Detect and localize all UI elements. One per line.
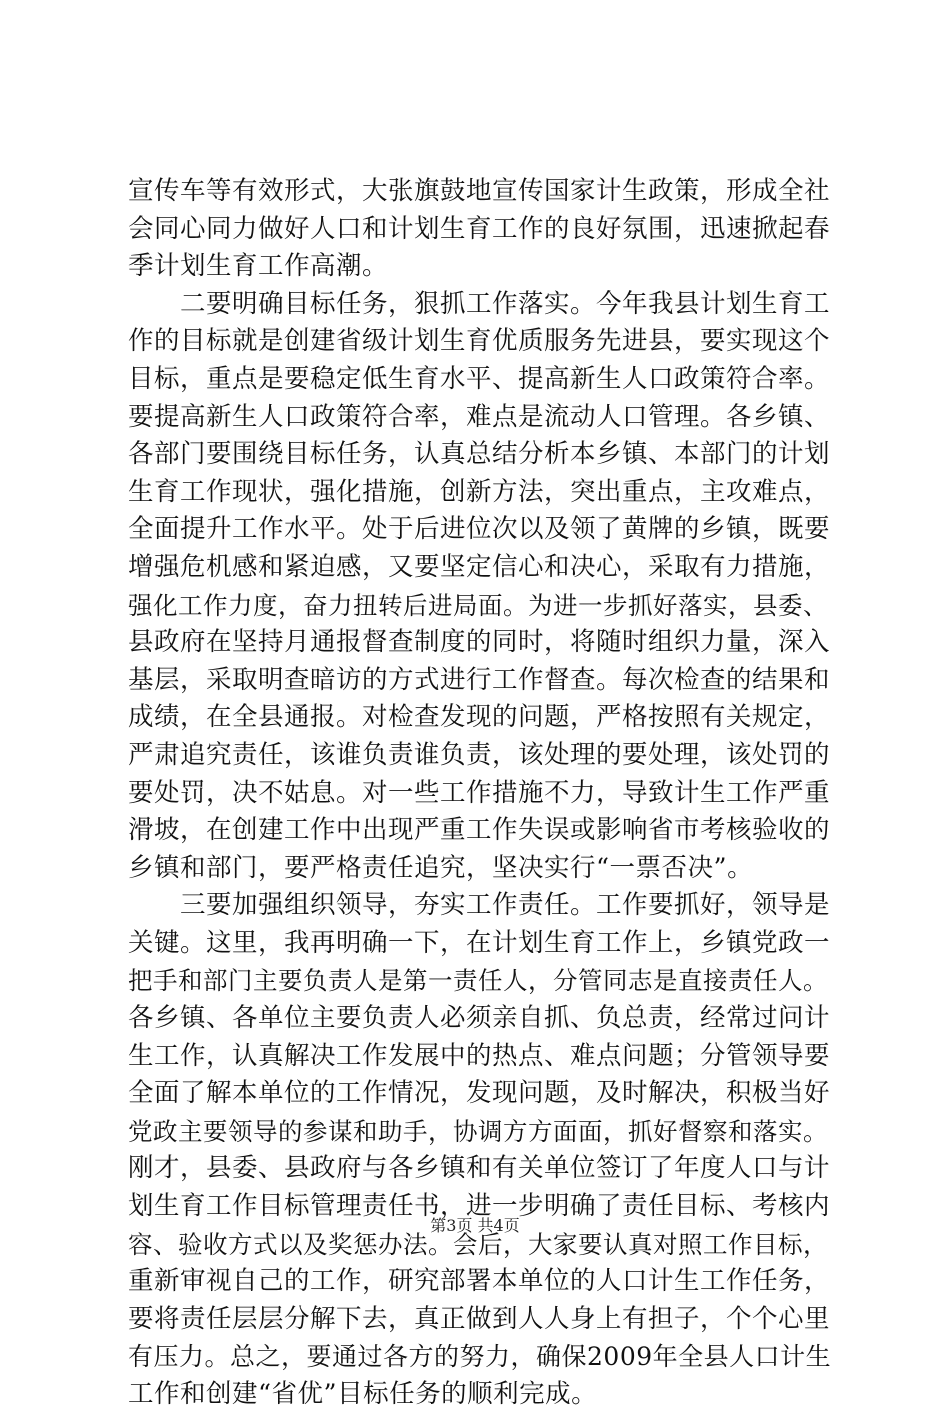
text-line: 有压力。总之，要通过各方的努力，确保2009年全县人口计生 bbox=[128, 1342, 832, 1372]
text-line: 全面了解本单位的工作情况，发现问题，及时解决，积极当好 bbox=[128, 1078, 831, 1109]
text-line: 划生育工作目标管理责任书，进一步明确了责任目标、考核内 bbox=[128, 1191, 831, 1222]
text-line: 基层，采取明查暗访的方式进行工作督查。每次检查的结果和 bbox=[128, 664, 831, 695]
text-line: 全面提升工作水平。处于后进位次以及领了黄牌的乡镇，既要 bbox=[128, 514, 831, 545]
text-line: 要将责任层层分解下去，真正做到人人身上有担子，个个心里 bbox=[128, 1303, 831, 1334]
text-line: 增强危机感和紧迫感，又要坚定信心和决心，采取有力措施， bbox=[128, 551, 831, 582]
text-line: 党政主要领导的参谋和助手，协调方方面面，抓好督察和落实。 bbox=[128, 1116, 828, 1146]
text-line: 生工作，认真解决工作发展中的热点、难点问题；分管领导要 bbox=[128, 1040, 831, 1071]
text-line: 生育工作现状，强化措施，创新方法，突出重点，主攻难点， bbox=[128, 476, 831, 507]
text-line: 重新审视自己的工作，研究部署本单位的人口计生工作任务， bbox=[128, 1266, 831, 1297]
text-line: 各部门要围绕目标任务，认真总结分析本乡镇、本部门的计划 bbox=[128, 439, 831, 470]
text-line: 关键。这里，我再明确一下，在计划生育工作上，乡镇党政一 bbox=[128, 927, 831, 958]
text-line: 宣传车等有效形式，大张旗鼓地宣传国家计生政策，形成全社 bbox=[128, 176, 831, 206]
text-line: 季计划生育工作高潮。 bbox=[128, 251, 389, 282]
text-line: 目标，重点是要稳定低生育水平、提高新生人口政策符合率。 bbox=[128, 363, 831, 394]
text-line: 刚才，县委、县政府与各乡镇和有关单位签订了年度人口与计 bbox=[128, 1153, 831, 1184]
text-line: 乡镇和部门，要严格责任追究，坚决实行“一票否决”。 bbox=[128, 852, 754, 883]
page-footer: 第3页 共4页 bbox=[430, 1216, 520, 1235]
text-line: 三要加强组织领导，夯实工作责任。工作要抓好，领导是 bbox=[128, 890, 831, 921]
text-line: 二要明确目标任务，狠抓工作落实。今年我县计划生育工 bbox=[128, 288, 831, 319]
text-line: 容、验收方式以及奖惩办法。会后，大家要认真对照工作目标， bbox=[128, 1229, 828, 1259]
text-line: 滑坡，在创建工作中出现严重工作失误或影响省市考核验收的 bbox=[128, 815, 831, 846]
text-line: 会同心同力做好人口和计划生育工作的良好氛围，迅速掀起春 bbox=[128, 213, 831, 244]
text-line: 把手和部门主要负责人是第一责任人，分管同志是直接责任人。 bbox=[128, 966, 828, 996]
text-line: 各乡镇、各单位主要负责人必须亲自抓、负总责，经常过问计 bbox=[128, 1003, 831, 1034]
text-line: 强化工作力度，奋力扭转后进局面。为进一步抓好落实，县委、 bbox=[128, 590, 828, 620]
text-line: 要提高新生人口政策符合率，难点是流动人口管理。各乡镇、 bbox=[128, 401, 831, 432]
text-line: 县政府在坚持月通报督查制度的同时，将随时组织力量，深入 bbox=[128, 627, 831, 658]
text-line: 要处罚，决不姑息。对一些工作措施不力，导致计生工作严重 bbox=[128, 777, 831, 808]
text-line: 成绩，在全县通报。对检查发现的问题，严格按照有关规定， bbox=[128, 702, 831, 733]
text-line: 工作和创建“省优”目标任务的顺利完成。 bbox=[128, 1379, 598, 1409]
text-line: 作的目标就是创建省级计划生育优质服务先进县，要实现这个 bbox=[128, 326, 831, 357]
text-line: 严肃追究责任，该谁负责谁负责，该处理的要处理，该处罚的 bbox=[128, 739, 831, 770]
